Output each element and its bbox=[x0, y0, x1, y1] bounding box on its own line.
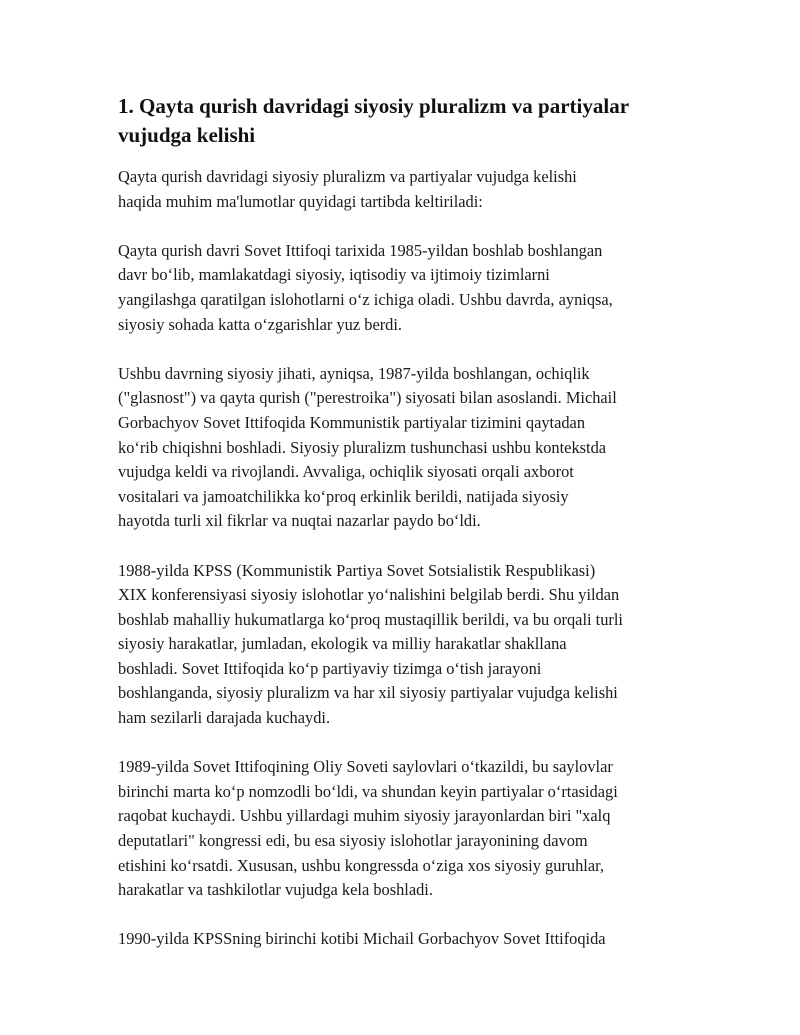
text-line: vositalari va jamoatchilikka ko‘proq erkinlik berildi, natijada siyosiy bbox=[118, 486, 569, 506]
text-line: davr bo‘lib, mamlakatdagi siyosiy, iqtisodiy va ijtimoiy tizimlarni bbox=[118, 265, 550, 285]
title-line: 1. Qayta qurish davridagi siyosiy pluralizm va partiyalar bbox=[118, 94, 630, 118]
text-line: Qayta qurish davridagi siyosiy pluralizm va partiyalar vujudga kelishi bbox=[118, 167, 577, 186]
document-page bbox=[118, 92, 688, 952]
title-line: vujudga kelishi bbox=[118, 123, 256, 147]
text-line: Qayta qurish davri Sovet Ittifoqi tarixida 1985-yildan boshlab boshlangan bbox=[118, 240, 603, 260]
text-line: deputatlari" kongressi edi, bu esa siyosiy islohotlar jarayonining davom bbox=[118, 831, 588, 851]
text-line: boshlanganda, siyosiy pluralizm va har xil siyosiy partiyalar vujudga kelishi bbox=[118, 683, 618, 703]
text-line: birinchi marta ko‘p nomzodli bo‘ldi, va shundan keyin partiyalar o‘rtasidagi bbox=[118, 781, 618, 801]
document-title bbox=[118, 92, 688, 150]
paragraph-1985 bbox=[118, 239, 688, 337]
text-line: etishini ko‘rsatdi. Xususan, ushbu kongressda o‘ziga xos siyosiy guruhlar, bbox=[118, 855, 604, 875]
paragraph-1988 bbox=[118, 559, 688, 731]
text-line: vujudga keldi va rivojlandi. Avvaliga, ochiqlik siyosati orqali axborot bbox=[118, 462, 574, 482]
text-line: boshladi. Sovet Ittifoqida ko‘p partiyaviy tizimga o‘tish jarayoni bbox=[118, 658, 542, 678]
text-line: Ushbu davrning siyosiy jihati, ayniqsa, 1987-yilda boshlangan, ochiqlik bbox=[118, 363, 590, 383]
text-line: ko‘rib chiqishni boshladi. Siyosiy pluralizm tushunchasi ushbu kontekstda bbox=[118, 437, 607, 457]
paragraph-1989 bbox=[118, 755, 688, 903]
text-line: haqida muhim ma'lumotlar quyidagi tartibda keltiriladi: bbox=[118, 191, 483, 211]
text-line: raqobat kuchaydi. Ushbu yillardagi muhim siyosiy jarayonlardan biri "xalq bbox=[118, 806, 611, 826]
text-line: 1990-yilda KPSSning birinchi kotibi Michail Gorbachyov Sovet Ittifoqida bbox=[118, 929, 606, 949]
text-line: Gorbachyov Sovet Ittifoqida Kommunistik partiyalar tizimini qaytadan bbox=[118, 412, 586, 432]
text-line: 1989-yilda Sovet Ittifoqining Oliy Soveti saylovlari o‘tkazildi, bu saylovlar bbox=[118, 757, 613, 777]
text-line: siyosiy harakatlar, jumladan, ekologik va milliy harakatlar shakllana bbox=[118, 634, 567, 654]
paragraph-1987 bbox=[118, 362, 688, 534]
paragraph-1990 bbox=[118, 927, 688, 952]
text-line: hayotda turli xil fikrlar va nuqtai nazarlar paydo bo‘ldi. bbox=[118, 511, 481, 531]
text-line: ("glasnost") va qayta qurish ("perestroika") siyosati bilan asoslandi. Michail bbox=[118, 388, 617, 408]
text-line: harakatlar va tashkilotlar vujudga kela boshladi. bbox=[118, 880, 433, 900]
text-line: ham sezilarli darajada kuchaydi. bbox=[118, 708, 331, 728]
text-line: 1988-yilda KPSS (Kommunistik Partiya Sovet Sotsialistik Respublikasi) bbox=[118, 560, 596, 580]
text-line: yangilashga qaratilgan islohotlarni o‘z ichiga oladi. Ushbu davrda, ayniqsa, bbox=[118, 289, 613, 309]
text-line: siyosiy sohada katta o‘zgarishlar yuz berdi. bbox=[118, 314, 403, 334]
paragraph-intro bbox=[118, 165, 688, 214]
text-line: XIX konferensiyasi siyosiy islohotlar yo‘nalishini belgilab berdi. Shu yildan bbox=[118, 585, 620, 605]
text-line: boshlab mahalliy hukumatlarga ko‘proq mustaqillik berildi, va bu orqali turli bbox=[118, 609, 623, 629]
